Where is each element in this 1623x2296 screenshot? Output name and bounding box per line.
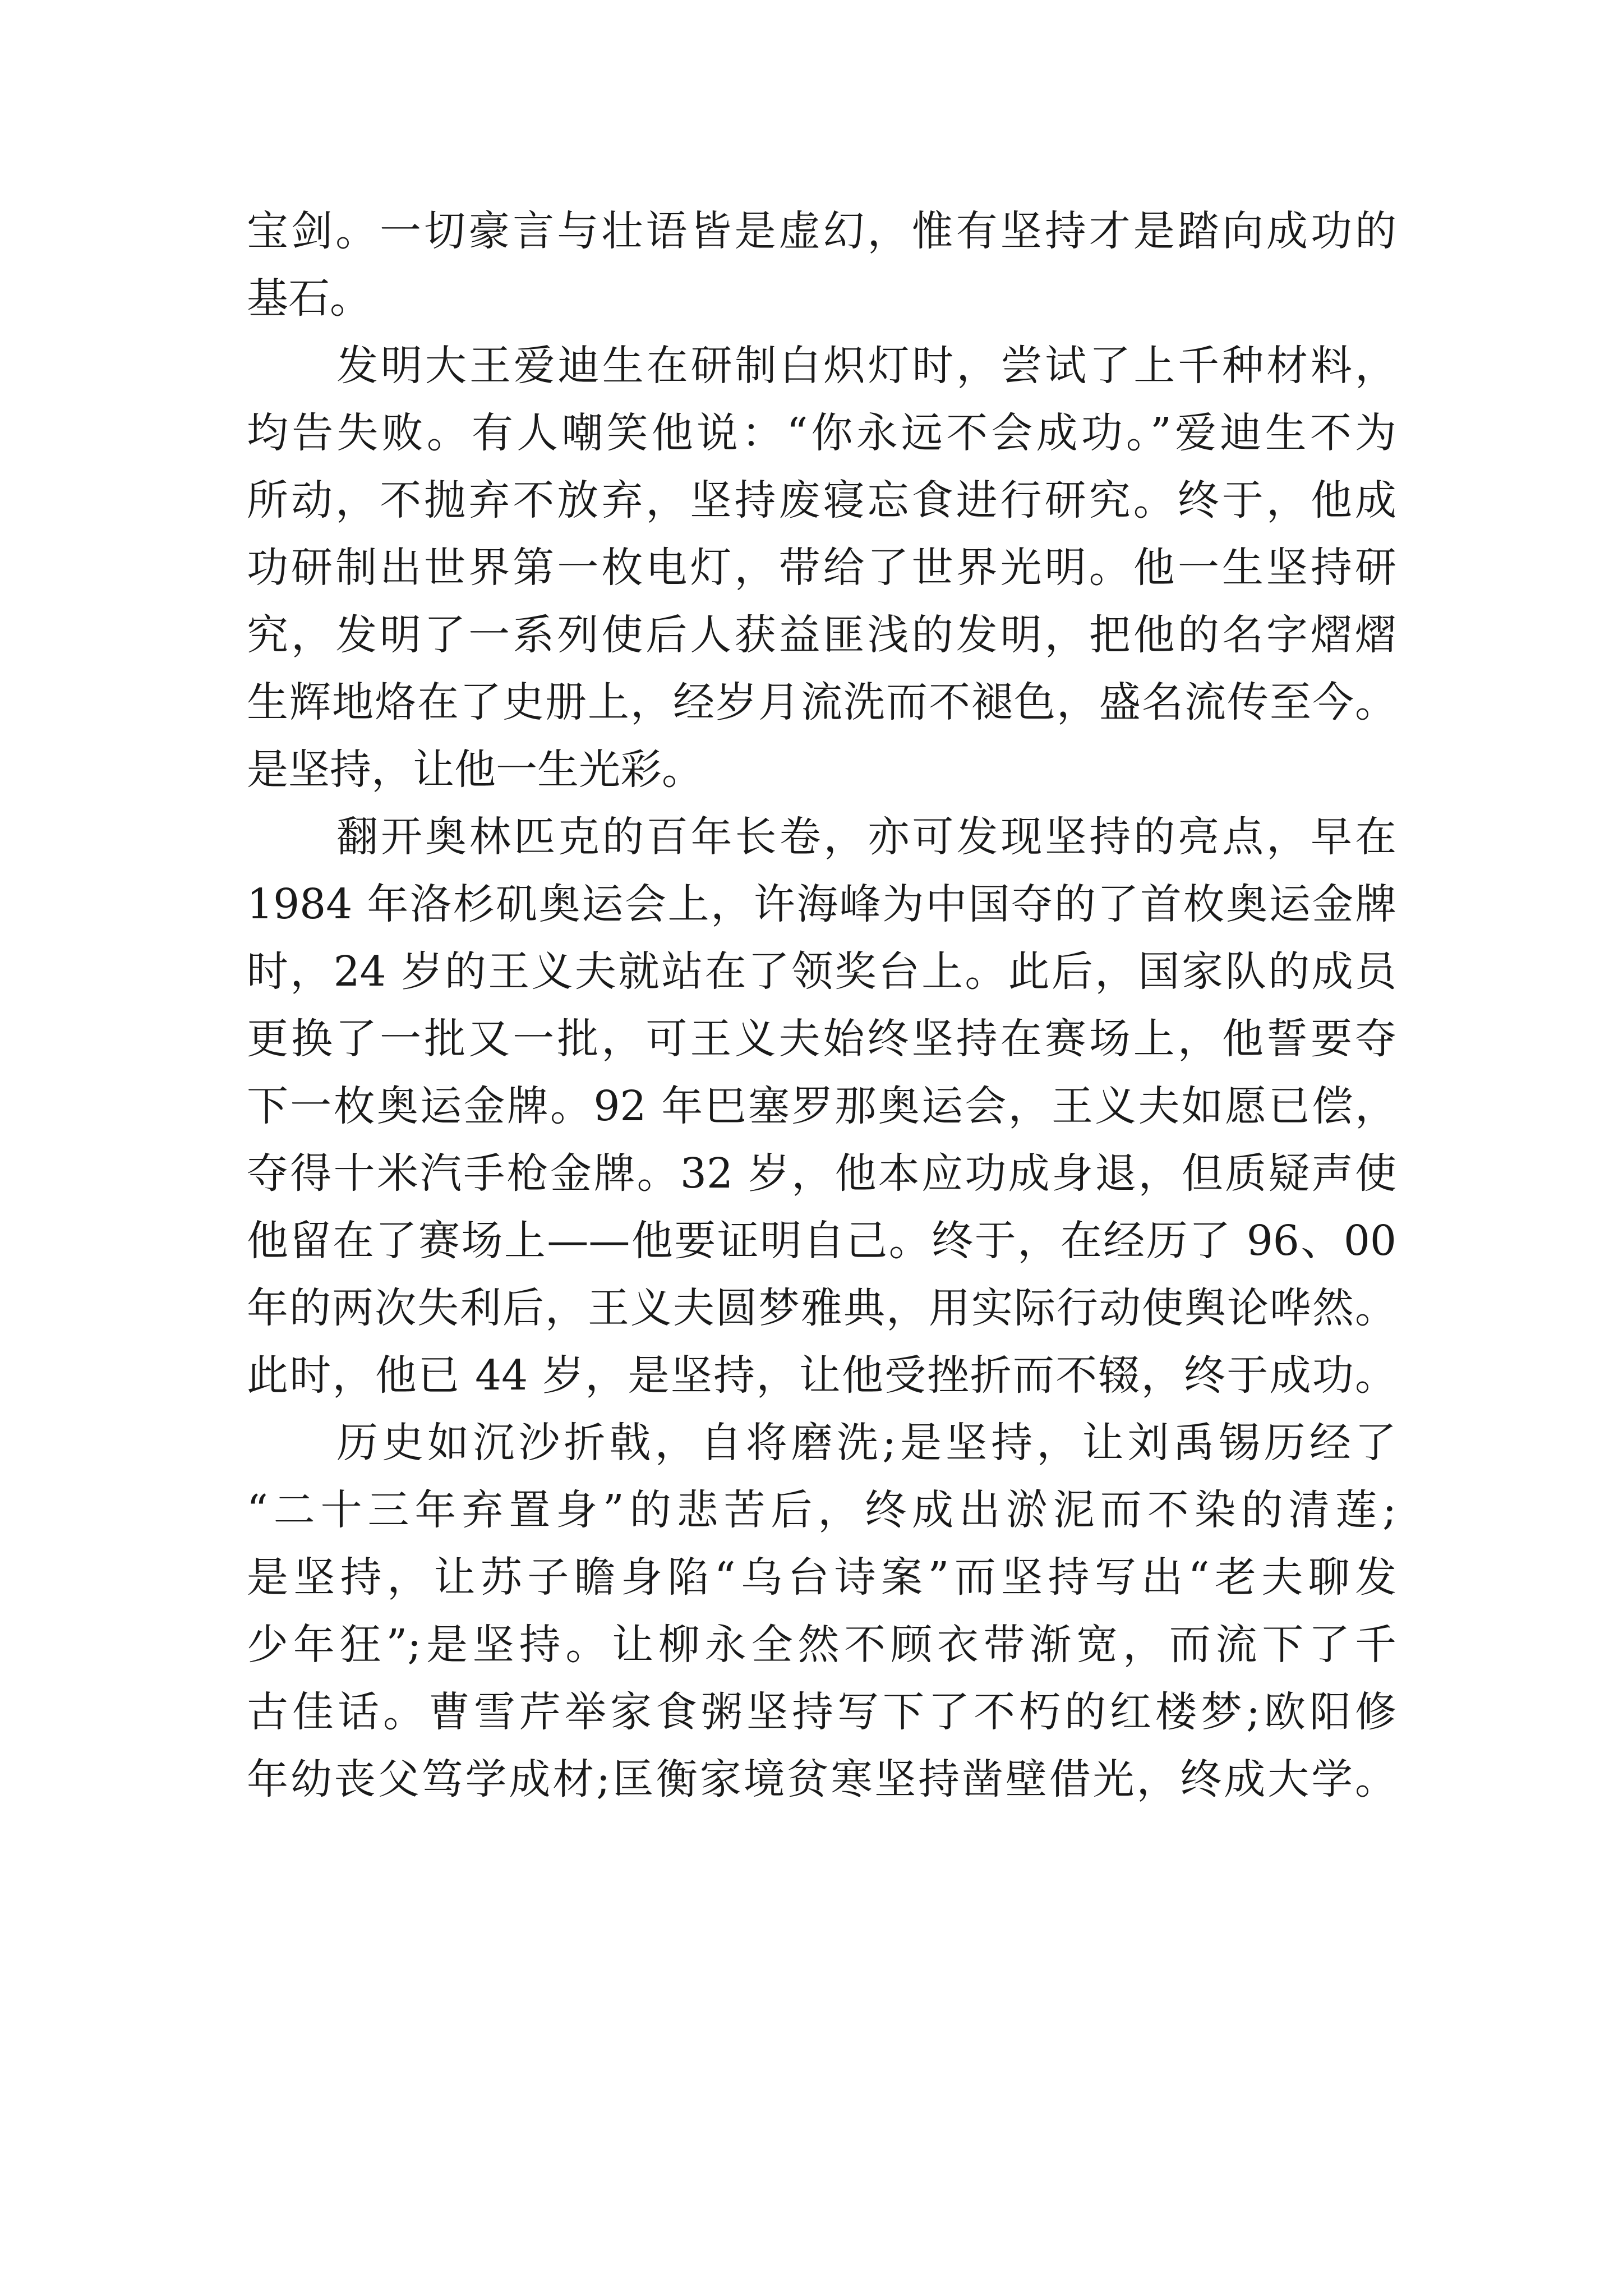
text-line: 基石。 (247, 274, 371, 323)
text-line: 少年狂”;是坚持。让柳永全然不顾衣带渐宽，而流下了千 (247, 1621, 1396, 1669)
text-line: 是坚持，让苏子瞻身陷“乌台诗案”而坚持写出“老夫聊发 (247, 1553, 1396, 1602)
text-line: 此时，他已 44 岁，是坚持，让他受挫折而不辍，终于成功。 (247, 1351, 1396, 1400)
text-line: 年幼丧父笃学成材;匡衡家境贫寒坚持凿壁借光，终成大学。 (247, 1755, 1396, 1803)
text-line: 均告失败。有人嘲笑他说：“你永远不会成功。”爱迪生不为 (247, 409, 1396, 457)
paragraph (247, 332, 1396, 803)
text-line: 下一枚奥运金牌。92 年巴塞罗那奥运会，王义夫如愿已偿， (247, 1082, 1396, 1130)
text-line: 更换了一批又一批，可王义夫始终坚持在赛场上，他誓要夺 (247, 1015, 1396, 1063)
text-line: 所动，不抛弃不放弃，坚持废寝忘食进行研究。终于，他成 (247, 476, 1396, 524)
text-line: 他留在了赛场上——他要证明自己。终于，在经历了 96、00 (247, 1217, 1396, 1265)
text-line: 历史如沉沙折戟，自将磨洗;是坚持，让刘禹锡历经了 (336, 1419, 1396, 1467)
paragraph (247, 803, 1396, 1409)
document-page (247, 197, 1396, 1813)
text-line: 1984 年洛杉矶奥运会上，许海峰为中国夺的了首枚奥运金牌 (247, 880, 1396, 928)
paragraph (247, 197, 1396, 332)
text-line: 功研制出世界第一枚电灯，带给了世界光明。他一生坚持研 (247, 544, 1396, 592)
paragraph (247, 1409, 1396, 1813)
text-line: 是坚持，让他一生光彩。 (247, 746, 703, 794)
text-line: 究，发明了一系列使后人获益匪浅的发明，把他的名字熠熠 (247, 611, 1396, 659)
text-line: 年的两次失利后，王义夫圆梦雅典，用实际行动使舆论哗然。 (247, 1284, 1396, 1332)
text-line: 时，24 岁的王义夫就站在了领奖台上。此后，国家队的成员 (247, 947, 1396, 996)
text-line: 生辉地烙在了史册上，经岁月流洗而不褪色，盛名流传至今。 (247, 678, 1396, 726)
text-line: 翻开奥林匹克的百年长卷，亦可发现坚持的亮点，早在 (336, 813, 1396, 861)
text-line: 夺得十米汽手枪金牌。32 岁，他本应功成身退，但质疑声使 (247, 1149, 1396, 1198)
text-line: 宝剑。一切豪言与壮语皆是虚幻，惟有坚持才是踏向成功的 (247, 207, 1396, 255)
text-line: 发明大王爱迪生在研制白炽灯时，尝试了上千种材料， (336, 342, 1396, 390)
text-line: “二十三年弃置身”的悲苦后，终成出淤泥而不染的清莲; (247, 1486, 1396, 1534)
text-line: 古佳话。曹雪芹举家食粥坚持写下了不朽的红楼梦;欧阳修 (247, 1688, 1396, 1736)
